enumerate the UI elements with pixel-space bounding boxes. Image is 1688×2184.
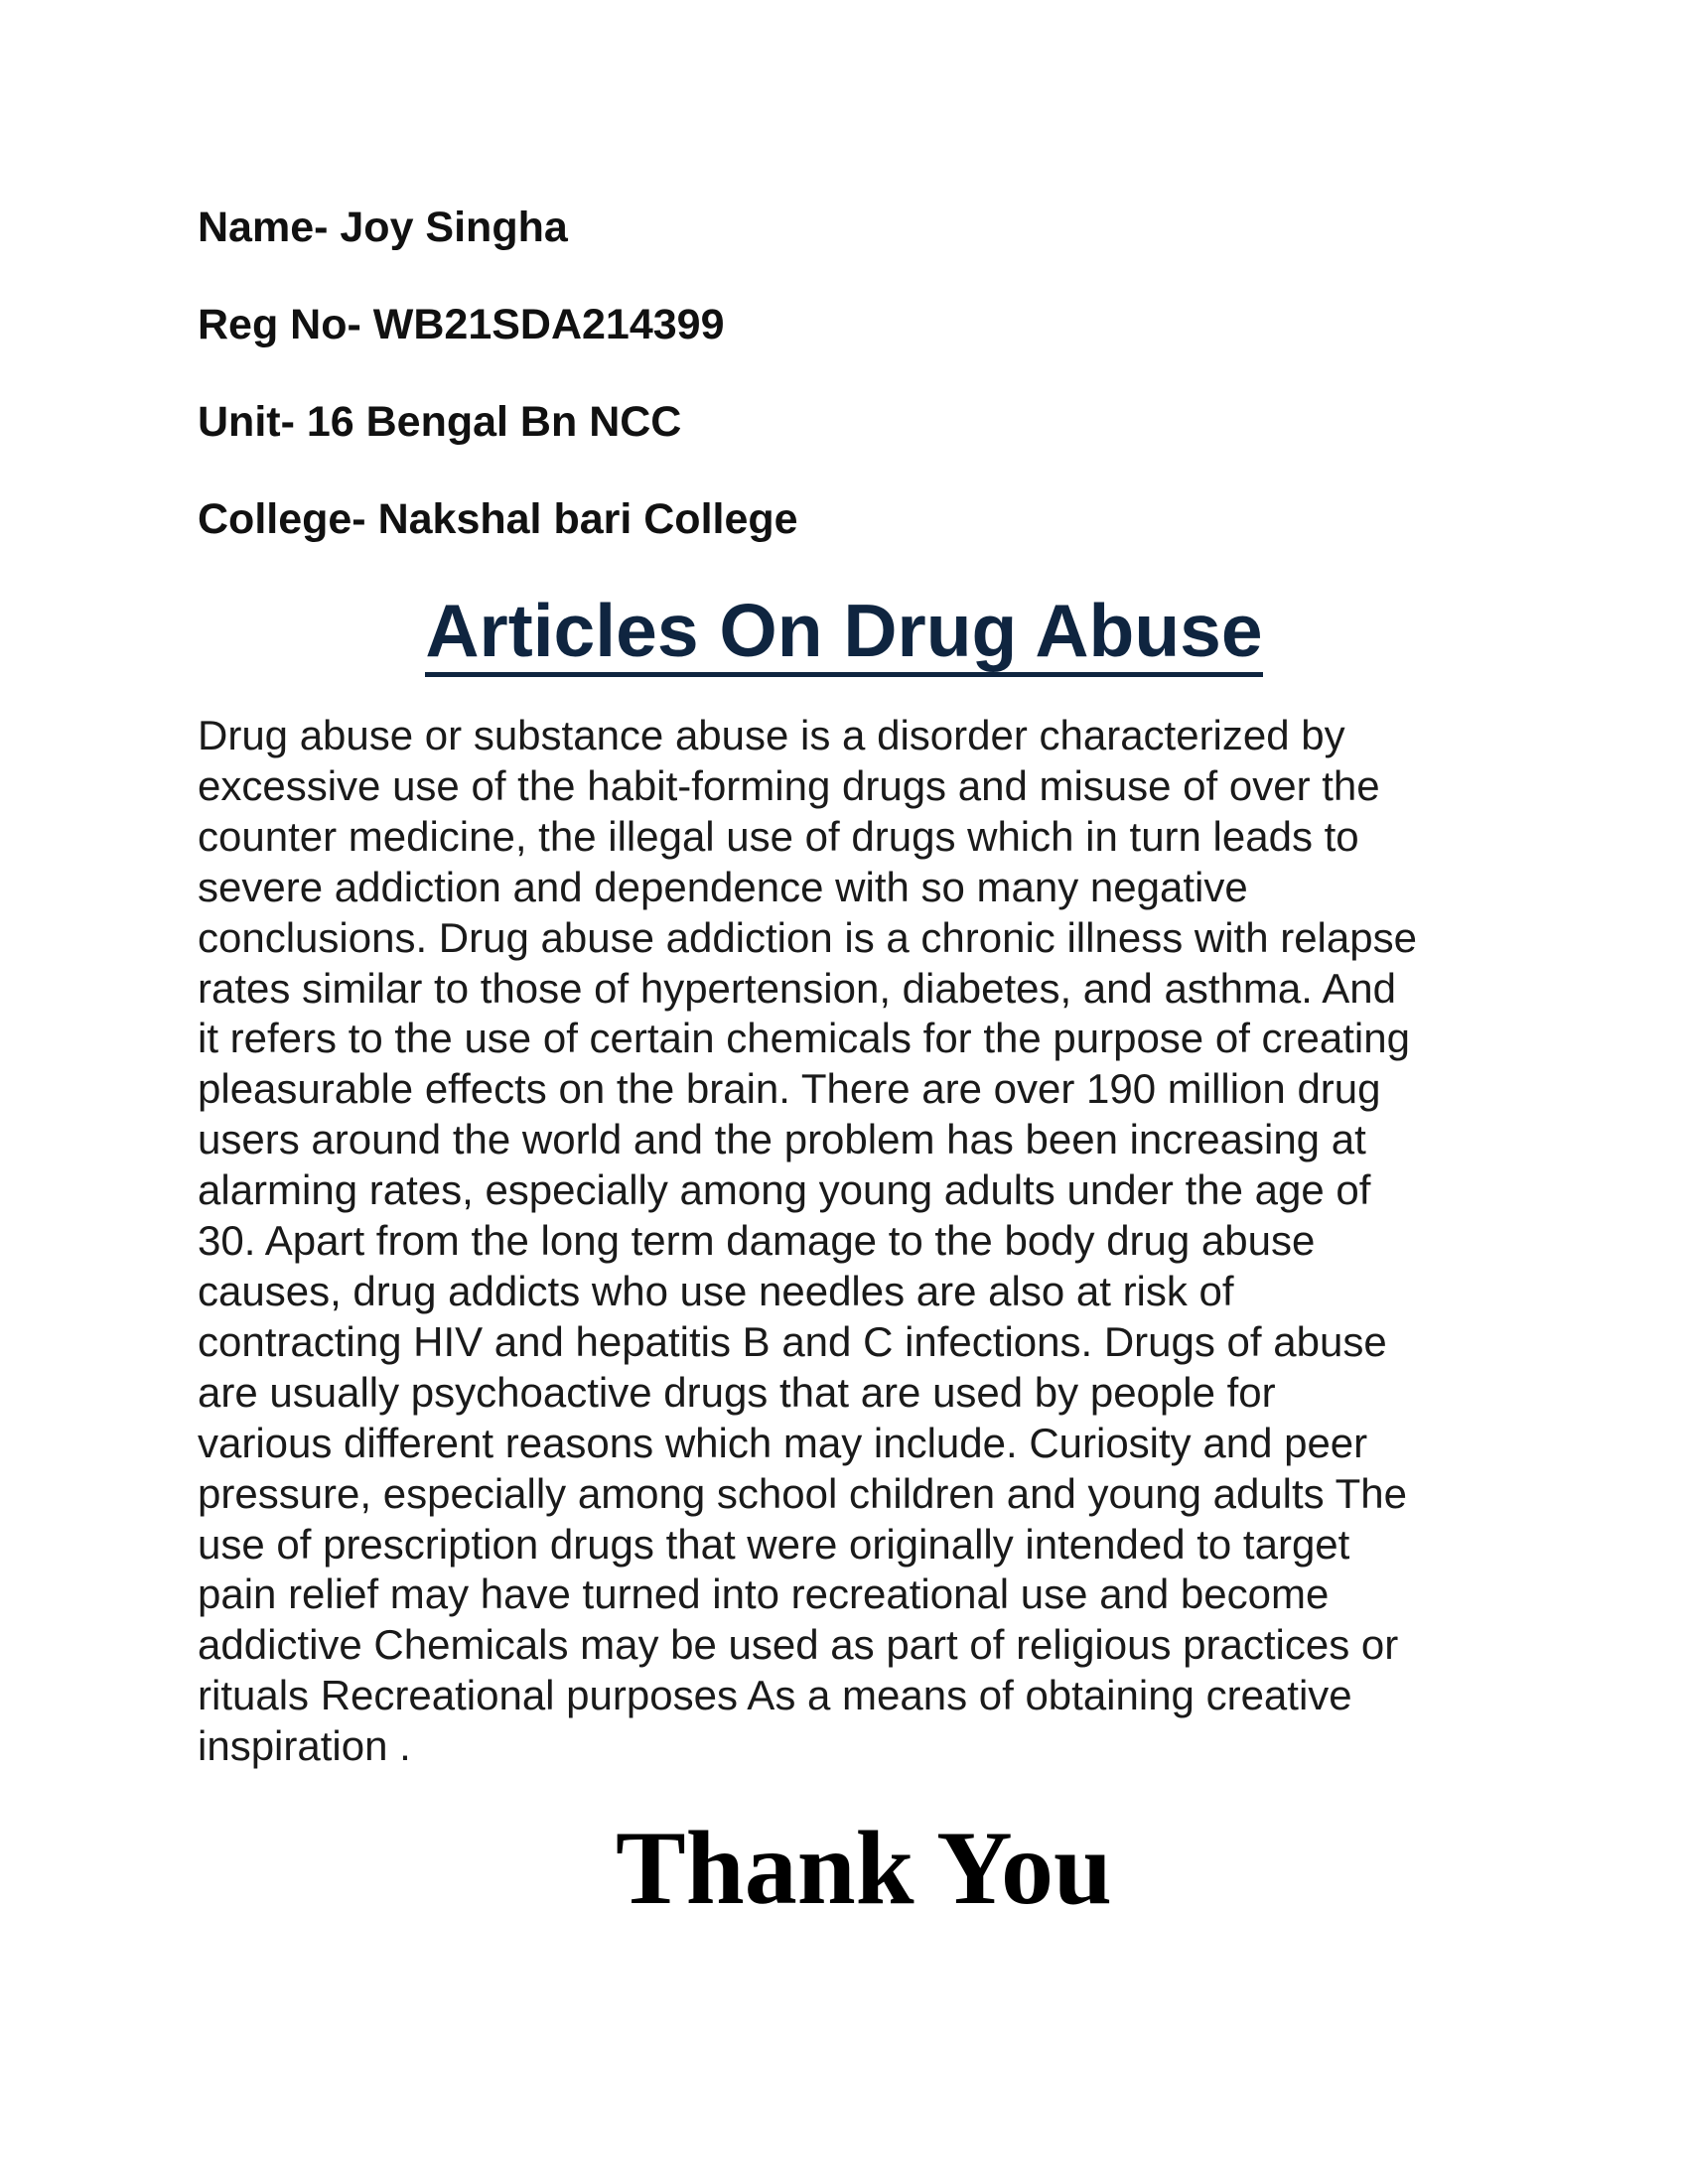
article-line: use of prescription drugs that were originally intended to target — [198, 1520, 1350, 1568]
article-line: causes, drug addicts who use needles are also at risk of — [198, 1267, 1234, 1314]
article-line: excessive use of the habit-forming drugs and misuse of over the — [198, 761, 1380, 809]
article-line: it refers to the use of certain chemicals for the purpose of creating — [198, 1015, 1410, 1062]
article-line: severe addiction and dependence with so many negative — [198, 863, 1248, 910]
article-line: contracting HIV and hepatitis B and C infections. Drugs of abuse — [198, 1317, 1387, 1365]
article-line: pain relief may have turned into recreational use and become — [198, 1570, 1330, 1618]
article-line: pleasurable effects on the brain. There are over 190 million drug — [198, 1065, 1381, 1113]
unit-name: Unit- 16 Bengal Bn NCC — [198, 398, 682, 446]
registration-number: Reg No- WB21SDA214399 — [198, 301, 725, 348]
article-title: Articles On Drug Abuse — [425, 589, 1262, 677]
article-line: inspiration . — [198, 1722, 411, 1770]
article-line: users around the world and the problem has been increasing at — [198, 1116, 1366, 1163]
article-line: Drug abuse or substance abuse is a disorder characterized by — [198, 712, 1345, 758]
article-body — [198, 711, 1518, 1772]
article-line: counter medicine, the illegal use of drugs which in turn leads to — [198, 812, 1359, 860]
article-line: pressure, especially among school children and young adults The — [198, 1469, 1407, 1517]
article-line: are usually psychoactive drugs that are used by people for — [198, 1368, 1276, 1416]
college-name: College- Nakshal bari College — [198, 495, 798, 543]
article-line: 30. Apart from the long term damage to the body drug abuse — [198, 1217, 1316, 1265]
article-line: alarming rates, especially among young adults under the age of — [198, 1166, 1371, 1214]
article-line: conclusions. Drug abuse addiction is a chronic illness with relapse — [198, 913, 1417, 961]
article-line: rates similar to those of hypertension, diabetes, and asthma. And — [198, 964, 1397, 1012]
article-title-heading — [0, 584, 1688, 678]
article-line: rituals Recreational purposes As a means of obtaining creative — [198, 1672, 1352, 1719]
article-line: addictive Chemicals may be used as part of religious practices or — [198, 1621, 1399, 1669]
closing-thank-you: Thank You — [616, 1810, 1112, 1926]
article-line: various different reasons which may include. Curiosity and peer — [198, 1419, 1368, 1466]
student-name: Name- Joy Singha — [198, 204, 568, 251]
